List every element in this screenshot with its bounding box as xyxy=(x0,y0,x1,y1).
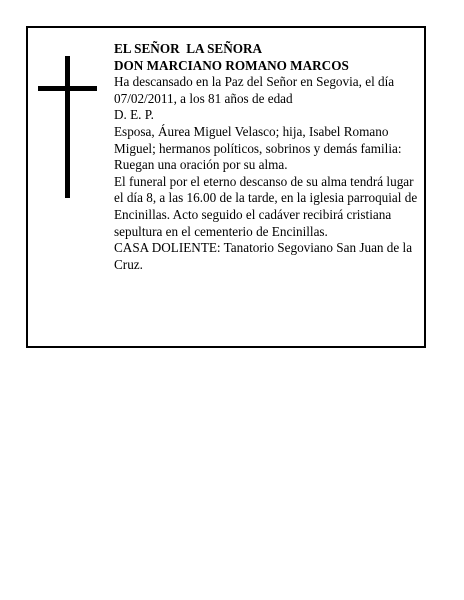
deceased-name: DON MARCIANO ROMANO MARCOS xyxy=(114,57,349,73)
family-line: Esposa, Áurea Miguel Velasco; hija, Isabel Romano Miguel; hermanos políticos, sobrinos y demás familia: xyxy=(114,123,402,156)
cross-vertical-bar xyxy=(65,56,70,198)
dep-line: D. E. P. xyxy=(114,107,154,123)
death-announcement: Ha descansado en la Paz del Señor en Segovia, el día 07/02/2011, a los 81 años de edad xyxy=(114,74,395,106)
mourning-house: CASA DOLIENTE: Tanatorio Segoviano San Juan de la Cruz. xyxy=(114,240,413,272)
prayer-request: Ruegan una oración por su alma. xyxy=(114,157,288,173)
heading-titles: EL SEÑOR LA SEÑORA xyxy=(114,41,263,56)
funeral-details: El funeral por el eterno descanso de su alma tendrá lugar el día 8, a las 16.00 de la tarde, en la iglesia parroquial de Encinillas. Acto seguido el cadáver recibirá cristiana sepultura en el cementerio de Encinillas. xyxy=(114,173,418,239)
notice-text xyxy=(114,41,418,273)
cross-horizontal-bar xyxy=(38,86,97,91)
obituary-notice xyxy=(26,26,426,348)
latin-cross-icon xyxy=(38,56,98,198)
